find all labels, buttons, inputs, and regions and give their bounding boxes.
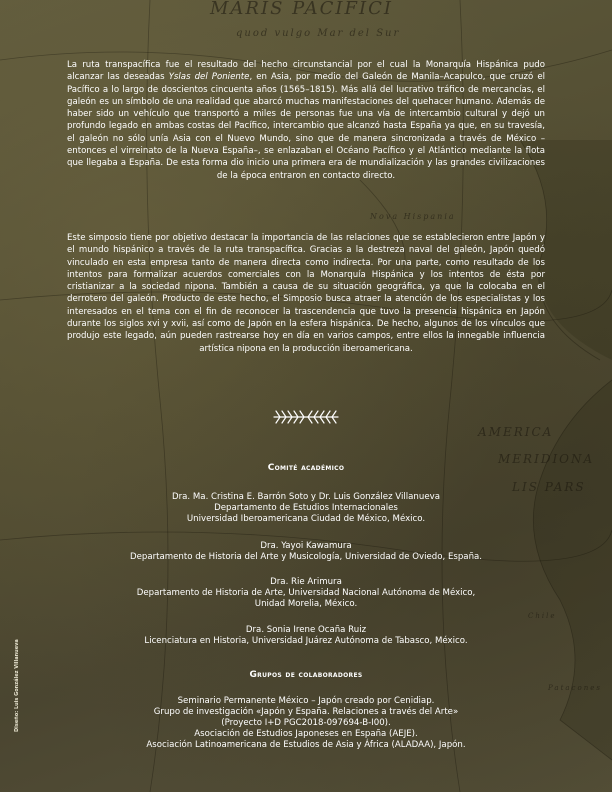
intro-paragraph [67,59,545,182]
collaborator-line: Asociación de Estudios Japoneses en España (AEJE). [194,729,418,739]
member-name: Dra. Sonia Irene Ocaña Ruiz [245,625,367,635]
wheat-divider-icon [272,408,340,426]
map-label-meridionale: MERIDIONA [498,452,595,466]
member-name: Dra. Rie Arimura [270,577,342,587]
member-name: Dra. Ma. Cristina E. Barrón Soto y Dr. Luis González Villanueva [172,492,440,502]
committee-heading-text: Comité académico [267,463,345,473]
collaborator-line: Grupo de investigación «Japón y España. Relaciones a través del Arte» [153,707,459,717]
map-label-chile: Chile [528,612,557,620]
map-label-top: MARIS PACIFICI [210,0,393,19]
member-affiliation: Universidad Iberoamericana Ciudad de México, México. [186,514,426,524]
map-label-patagones: Patacones [548,684,602,692]
committee-member-2 [60,541,552,563]
collaborator-line: (Proyecto I+D PGC2018-097694-B-I00). [221,718,391,728]
objective-paragraph: Este simposio tiene por objetivo destacar la importancia de las relaciones que se establecieron entre Japón y el mundo hispánico a través de la ruta transpacífica. Gracias a la destreza naval del galeón, Japón quedó vinculado en esta empresa tanto de manera directa como indirecta. Por una parte, como resultado de los intentos para formalizar acuerdos comerciales con la Monarquía Hispánica y los intentos de ésta por cristianizar a la sociedad nipona. También a causa de su situación geográfica, ya que la colocaba en el derrotero del galeón. Producto de este hecho, el Simposio busca atraer la atención de los especialistas y los interesados en el tema con el fin de reconocer la trascendencia que tuvo la presencia hispánica en Japón durante los siglos xvi y xvii, así como de Japón en la esfera hispánica. De hecho, algunos de los vínculos que produjo este legado, aún pueden rastrearse hoy en día en varios campos, entre ellos la innegable influencia artística nipona en la producción iberoamericana. [67,233,545,354]
committee-member-1 [60,492,552,525]
member-affiliation: Licenciatura en Historia, Universidad Juárez Autónoma de Tabasco, México. [144,636,468,646]
collaborator-line: Asociación Latinoamericana de Estudios de Asia y África (ALADAA), Japón. [146,740,466,750]
collaborators-heading [60,670,552,681]
intro-text-part1: La ruta transpacífica fue el resultado del hecho circunstancial por el cual la Monarquía Hispánica pudo alcanzar las deseadas [67,60,545,83]
map-label-nova-hispania: Nova Hispania [370,212,456,221]
map-label-america: AMERICA [478,425,554,439]
intro-text-part2: , en Asia, por medio del Galeón de Manila–Acapulco, que cruzó el Pacífico a lo largo de doscientos cincuenta años (1565–1815). Más allá del lucrativo tráfico de mercancías, el galeón es un símbolo de una realidad que abarcó muchas manifestaciones del quehacer humano. Además de haber sido un vehículo que transportó a miles de personas fue una vía de intercambio cultural y dejó un profundo legado en ambas costas del Pacífico, intercambio que alcanzó hasta España ya que, en su travesía, el galeón no sólo unía Asia con el Nuevo Mundo, sino que de manera sincronizada a través de México –entonces el virreinato de la Nueva España–, se enlazaban el Océano Pacífico y el Atlántico mediante la flota que llegaba a España. De esta forma dio inicio una primera era de mundialización y las grandes civilizaciones de la época entraron en contacto directo. [67,72,546,181]
member-affiliation: Unidad Morelia, México. [254,599,358,609]
member-affiliation: Departamento de Historia del Arte y Musicología, Universidad de Oviedo, España. [129,552,483,562]
committee-member-4 [60,625,552,647]
member-affiliation: Departamento de Historia de Arte, Universidad Nacional Autónoma de México, [136,588,476,598]
member-name: Dra. Yayoi Kawamura [260,541,352,551]
collaborators-heading-text: Grupos de colaboradores [249,670,363,680]
committee-heading [60,463,552,474]
intro-italic-term: Yslas del Poniente [168,72,250,83]
map-label-top-sub: quod vulgo Mar del Sur [236,28,401,39]
member-affiliation: Departamento de Estudios Internacionales [214,503,398,513]
design-credit: Diseño: Luis González Villanueva [14,639,20,732]
collaborator-line: Seminario Permanente México – Japón creado por Cenidiap. [177,696,435,706]
collaborators-list [60,696,552,751]
committee-member-3 [60,577,552,610]
map-label-lis-pars: LIS PARS [512,480,586,494]
